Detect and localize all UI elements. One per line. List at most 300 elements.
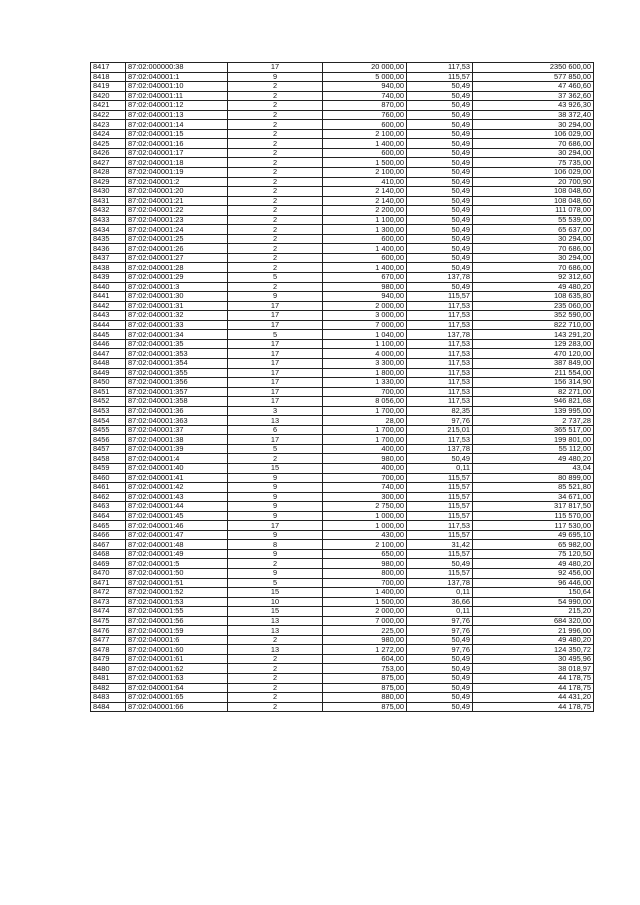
area-cell: 2 100,00 (323, 129, 407, 139)
cadastral-value-cell: 129 283,00 (473, 339, 594, 349)
area-cell: 7 000,00 (323, 320, 407, 330)
area-cell: 604,00 (323, 654, 407, 664)
table-row (91, 683, 594, 693)
row-number-cell: 8453 (91, 406, 126, 416)
group-cell: 2 (228, 101, 323, 111)
group-cell: 17 (228, 320, 323, 330)
row-number-cell: 8451 (91, 387, 126, 397)
area-cell: 2 000,00 (323, 301, 407, 311)
specific-value-cell: 117,53 (407, 358, 473, 368)
specific-value-cell: 0,11 (407, 588, 473, 598)
area-cell: 1 040,00 (323, 330, 407, 340)
cadastral-value-cell: 92 456,00 (473, 568, 594, 578)
area-cell: 1 700,00 (323, 435, 407, 445)
cadastral-value-cell: 684 320,00 (473, 616, 594, 626)
group-cell: 5 (228, 444, 323, 454)
row-number-cell: 8424 (91, 129, 126, 139)
area-cell: 670,00 (323, 273, 407, 283)
table-row (91, 654, 594, 664)
group-cell: 17 (228, 368, 323, 378)
table-row (91, 311, 594, 321)
specific-value-cell: 115,57 (407, 483, 473, 493)
area-cell: 7 000,00 (323, 616, 407, 626)
row-number-cell: 8448 (91, 358, 126, 368)
area-cell: 980,00 (323, 635, 407, 645)
specific-value-cell: 50,49 (407, 654, 473, 664)
specific-value-cell: 115,57 (407, 72, 473, 82)
row-number-cell: 8473 (91, 597, 126, 607)
area-cell: 2 100,00 (323, 540, 407, 550)
row-number-cell: 8427 (91, 158, 126, 168)
cadastral-number-cell: 87:02:040001:29 (126, 273, 228, 283)
table-row (91, 578, 594, 588)
row-number-cell: 8450 (91, 378, 126, 388)
cadastral-value-cell: 108 048,60 (473, 196, 594, 206)
specific-value-cell: 36,66 (407, 597, 473, 607)
cadastral-number-cell: 87:02:040001:10 (126, 82, 228, 92)
area-cell: 1 100,00 (323, 215, 407, 225)
area-cell: 740,00 (323, 483, 407, 493)
row-number-cell: 8435 (91, 234, 126, 244)
cadastral-value-cell: 30 294,00 (473, 234, 594, 244)
cadastral-value-cell: 44 431,20 (473, 693, 594, 703)
row-number-cell: 8475 (91, 616, 126, 626)
cadastral-value-table (90, 62, 594, 712)
group-cell: 9 (228, 292, 323, 302)
table-row (91, 416, 594, 426)
specific-value-cell: 31,42 (407, 540, 473, 550)
specific-value-cell: 215,01 (407, 425, 473, 435)
table-row (91, 492, 594, 502)
table-row (91, 626, 594, 636)
cadastral-value-cell: 352 590,00 (473, 311, 594, 321)
row-number-cell: 8438 (91, 263, 126, 273)
row-number-cell: 8418 (91, 72, 126, 82)
cadastral-value-cell: 75 735,00 (473, 158, 594, 168)
row-number-cell: 8462 (91, 492, 126, 502)
specific-value-cell: 50,49 (407, 158, 473, 168)
group-cell: 2 (228, 263, 323, 273)
row-number-cell: 8422 (91, 110, 126, 120)
table-row (91, 454, 594, 464)
area-cell: 875,00 (323, 702, 407, 712)
specific-value-cell: 50,49 (407, 177, 473, 187)
area-cell: 2 200,00 (323, 206, 407, 216)
table-row (91, 597, 594, 607)
cadastral-value-cell: 80 899,00 (473, 473, 594, 483)
row-number-cell: 8430 (91, 187, 126, 197)
row-number-cell: 8447 (91, 349, 126, 359)
group-cell: 2 (228, 168, 323, 178)
table-row (91, 568, 594, 578)
cadastral-value-cell: 47 460,60 (473, 82, 594, 92)
area-cell: 980,00 (323, 454, 407, 464)
row-number-cell: 8443 (91, 311, 126, 321)
cadastral-value-cell: 70 686,00 (473, 244, 594, 254)
area-cell: 1 700,00 (323, 406, 407, 416)
group-cell: 2 (228, 282, 323, 292)
specific-value-cell: 115,57 (407, 492, 473, 502)
table-row (91, 82, 594, 92)
cadastral-value-cell: 70 686,00 (473, 263, 594, 273)
row-number-cell: 8433 (91, 215, 126, 225)
group-cell: 2 (228, 110, 323, 120)
table-row (91, 444, 594, 454)
cadastral-number-cell: 87:02:040001:12 (126, 101, 228, 111)
cadastral-number-cell: 87:02:040001:63 (126, 674, 228, 684)
area-cell: 8 056,00 (323, 397, 407, 407)
cadastral-value-cell: 38 018,97 (473, 664, 594, 674)
specific-value-cell: 117,53 (407, 320, 473, 330)
specific-value-cell: 50,49 (407, 635, 473, 645)
table-row (91, 120, 594, 130)
cadastral-number-cell: 87:02:040001:38 (126, 435, 228, 445)
cadastral-number-cell: 87:02:040001:30 (126, 292, 228, 302)
row-number-cell: 8426 (91, 148, 126, 158)
area-cell: 600,00 (323, 120, 407, 130)
specific-value-cell: 97,76 (407, 626, 473, 636)
group-cell: 13 (228, 416, 323, 426)
row-number-cell: 8471 (91, 578, 126, 588)
group-cell: 15 (228, 588, 323, 598)
area-cell: 980,00 (323, 559, 407, 569)
table-row (91, 253, 594, 263)
cadastral-value-cell: 43 926,30 (473, 101, 594, 111)
cadastral-number-cell: 87:02:040001:62 (126, 664, 228, 674)
cadastral-number-cell: 87:02:040001:47 (126, 530, 228, 540)
row-number-cell: 8441 (91, 292, 126, 302)
group-cell: 9 (228, 72, 323, 82)
cadastral-number-cell: 87:02:040001:27 (126, 253, 228, 263)
group-cell: 9 (228, 492, 323, 502)
row-number-cell: 8470 (91, 568, 126, 578)
cadastral-number-cell: 87:02:040001:66 (126, 702, 228, 712)
group-cell: 2 (228, 253, 323, 263)
row-number-cell: 8457 (91, 444, 126, 454)
group-cell: 17 (228, 521, 323, 531)
table-row (91, 320, 594, 330)
specific-value-cell: 50,49 (407, 139, 473, 149)
group-cell: 17 (228, 311, 323, 321)
cadastral-value-cell: 34 671,00 (473, 492, 594, 502)
specific-value-cell: 50,49 (407, 110, 473, 120)
table-row (91, 521, 594, 531)
table-row (91, 693, 594, 703)
cadastral-value-cell: 108 048,60 (473, 187, 594, 197)
table-body (91, 63, 594, 712)
area-cell: 225,00 (323, 626, 407, 636)
cadastral-value-cell: 82 271,00 (473, 387, 594, 397)
row-number-cell: 8432 (91, 206, 126, 216)
group-cell: 2 (228, 206, 323, 216)
specific-value-cell: 82,35 (407, 406, 473, 416)
row-number-cell: 8481 (91, 674, 126, 684)
row-number-cell: 8431 (91, 196, 126, 206)
cadastral-number-cell: 87:02:040001:25 (126, 234, 228, 244)
table-row (91, 473, 594, 483)
cadastral-number-cell: 87:02:040001:45 (126, 511, 228, 521)
table-row (91, 540, 594, 550)
cadastral-number-cell: 87:02:040001:14 (126, 120, 228, 130)
cadastral-value-cell: 215,20 (473, 607, 594, 617)
cadastral-number-cell: 87:02:040001:31 (126, 301, 228, 311)
cadastral-value-cell: 49 480,20 (473, 282, 594, 292)
cadastral-number-cell: 87:02:040001:49 (126, 549, 228, 559)
specific-value-cell: 50,49 (407, 187, 473, 197)
cadastral-number-cell: 87:02:040001:43 (126, 492, 228, 502)
row-number-cell: 8464 (91, 511, 126, 521)
cadastral-number-cell: 87:02:040001:48 (126, 540, 228, 550)
area-cell: 753,00 (323, 664, 407, 674)
specific-value-cell: 137,78 (407, 330, 473, 340)
cadastral-value-cell: 43,04 (473, 463, 594, 473)
cadastral-number-cell: 87:02:040001:20 (126, 187, 228, 197)
row-number-cell: 8479 (91, 654, 126, 664)
group-cell: 2 (228, 244, 323, 254)
group-cell: 3 (228, 406, 323, 416)
table-row (91, 406, 594, 416)
specific-value-cell: 50,49 (407, 82, 473, 92)
specific-value-cell: 50,49 (407, 148, 473, 158)
cadastral-value-cell: 317 817,50 (473, 502, 594, 512)
area-cell: 700,00 (323, 578, 407, 588)
row-number-cell: 8434 (91, 225, 126, 235)
row-number-cell: 8465 (91, 521, 126, 531)
group-cell: 9 (228, 530, 323, 540)
table-row (91, 91, 594, 101)
cadastral-number-cell: 87:02:040001:41 (126, 473, 228, 483)
table-row (91, 435, 594, 445)
group-cell: 5 (228, 330, 323, 340)
group-cell: 2 (228, 139, 323, 149)
area-cell: 1 400,00 (323, 263, 407, 273)
table-row (91, 549, 594, 559)
area-cell: 875,00 (323, 674, 407, 684)
area-cell: 800,00 (323, 568, 407, 578)
row-number-cell: 8476 (91, 626, 126, 636)
cadastral-number-cell: 87:02:040001:358 (126, 397, 228, 407)
row-number-cell: 8459 (91, 463, 126, 473)
table-row (91, 635, 594, 645)
specific-value-cell: 50,49 (407, 454, 473, 464)
cadastral-number-cell: 87:02:040001:37 (126, 425, 228, 435)
specific-value-cell: 50,49 (407, 91, 473, 101)
area-cell: 1 500,00 (323, 158, 407, 168)
area-cell: 2 100,00 (323, 168, 407, 178)
cadastral-number-cell: 87:02:040001:61 (126, 654, 228, 664)
area-cell: 300,00 (323, 492, 407, 502)
cadastral-value-cell: 106 029,00 (473, 129, 594, 139)
row-number-cell: 8482 (91, 683, 126, 693)
table-row (91, 139, 594, 149)
group-cell: 17 (228, 301, 323, 311)
row-number-cell: 8455 (91, 425, 126, 435)
table-row (91, 511, 594, 521)
group-cell: 2 (228, 120, 323, 130)
cadastral-value-cell: 49 480,20 (473, 635, 594, 645)
specific-value-cell: 50,49 (407, 129, 473, 139)
area-cell: 880,00 (323, 693, 407, 703)
table-row (91, 129, 594, 139)
row-number-cell: 8477 (91, 635, 126, 645)
area-cell: 1 800,00 (323, 368, 407, 378)
area-cell: 600,00 (323, 253, 407, 263)
group-cell: 5 (228, 273, 323, 283)
table-row (91, 607, 594, 617)
cadastral-value-cell: 111 078,00 (473, 206, 594, 216)
table-row (91, 101, 594, 111)
specific-value-cell: 50,49 (407, 664, 473, 674)
group-cell: 5 (228, 578, 323, 588)
group-cell: 6 (228, 425, 323, 435)
cadastral-number-cell: 87:02:040001:22 (126, 206, 228, 216)
group-cell: 13 (228, 616, 323, 626)
row-number-cell: 8440 (91, 282, 126, 292)
table-row (91, 215, 594, 225)
cadastral-value-cell: 124 350,72 (473, 645, 594, 655)
cadastral-number-cell: 87:02:040001:55 (126, 607, 228, 617)
area-cell: 2 750,00 (323, 502, 407, 512)
table-row (91, 330, 594, 340)
row-number-cell: 8425 (91, 139, 126, 149)
cadastral-number-cell: 87:02:040001:355 (126, 368, 228, 378)
group-cell: 2 (228, 635, 323, 645)
group-cell: 2 (228, 196, 323, 206)
table-row (91, 645, 594, 655)
specific-value-cell: 50,49 (407, 120, 473, 130)
specific-value-cell: 117,53 (407, 521, 473, 531)
cadastral-number-cell: 87:02:040001:59 (126, 626, 228, 636)
cadastral-number-cell: 87:02:040001:60 (126, 645, 228, 655)
group-cell: 17 (228, 349, 323, 359)
cadastral-value-cell: 96 446,00 (473, 578, 594, 588)
group-cell: 13 (228, 645, 323, 655)
cadastral-value-cell: 30 294,00 (473, 253, 594, 263)
specific-value-cell: 115,57 (407, 473, 473, 483)
table-row (91, 234, 594, 244)
specific-value-cell: 115,57 (407, 549, 473, 559)
table-row (91, 273, 594, 283)
group-cell: 9 (228, 568, 323, 578)
row-number-cell: 8445 (91, 330, 126, 340)
specific-value-cell: 117,53 (407, 397, 473, 407)
cadastral-number-cell: 87:02:040001:23 (126, 215, 228, 225)
group-cell: 2 (228, 82, 323, 92)
cadastral-value-cell: 211 554,00 (473, 368, 594, 378)
cadastral-number-cell: 87:02:040001:50 (126, 568, 228, 578)
cadastral-value-cell: 49 480,20 (473, 559, 594, 569)
table-row (91, 368, 594, 378)
specific-value-cell: 50,49 (407, 559, 473, 569)
cadastral-value-cell: 946 821,68 (473, 397, 594, 407)
group-cell: 2 (228, 664, 323, 674)
area-cell: 1 700,00 (323, 425, 407, 435)
row-number-cell: 8480 (91, 664, 126, 674)
table-row (91, 483, 594, 493)
table-row (91, 72, 594, 82)
area-cell: 760,00 (323, 110, 407, 120)
specific-value-cell: 137,78 (407, 273, 473, 283)
cadastral-value-cell: 2350 600,00 (473, 63, 594, 73)
area-cell: 700,00 (323, 473, 407, 483)
cadastral-value-cell: 44 178,75 (473, 674, 594, 684)
table-row (91, 378, 594, 388)
specific-value-cell: 115,57 (407, 530, 473, 540)
cadastral-value-cell: 54 990,00 (473, 597, 594, 607)
table-row (91, 196, 594, 206)
row-number-cell: 8420 (91, 91, 126, 101)
row-number-cell: 8484 (91, 702, 126, 712)
cadastral-value-cell: 37 362,60 (473, 91, 594, 101)
group-cell: 2 (228, 454, 323, 464)
group-cell: 9 (228, 511, 323, 521)
row-number-cell: 8458 (91, 454, 126, 464)
cadastral-number-cell: 87:02:040001:2 (126, 177, 228, 187)
table-row (91, 225, 594, 235)
specific-value-cell: 50,49 (407, 234, 473, 244)
table-row (91, 301, 594, 311)
specific-value-cell: 117,53 (407, 368, 473, 378)
cadastral-number-cell: 87:02:040001:356 (126, 378, 228, 388)
area-cell: 1 400,00 (323, 588, 407, 598)
area-cell: 1 000,00 (323, 511, 407, 521)
cadastral-value-cell: 199 801,00 (473, 435, 594, 445)
area-cell: 1 400,00 (323, 139, 407, 149)
area-cell: 875,00 (323, 683, 407, 693)
cadastral-number-cell: 87:02:040001:3 (126, 282, 228, 292)
specific-value-cell: 97,76 (407, 416, 473, 426)
cadastral-number-cell: 87:02:040001:21 (126, 196, 228, 206)
cadastral-value-cell: 115 570,00 (473, 511, 594, 521)
group-cell: 15 (228, 607, 323, 617)
table-row (91, 559, 594, 569)
group-cell: 2 (228, 234, 323, 244)
specific-value-cell: 50,49 (407, 674, 473, 684)
specific-value-cell: 117,53 (407, 435, 473, 445)
table-row (91, 339, 594, 349)
cadastral-value-cell: 822 710,00 (473, 320, 594, 330)
cadastral-value-cell: 577 850,00 (473, 72, 594, 82)
row-number-cell: 8461 (91, 483, 126, 493)
cadastral-number-cell: 87:02:040001:33 (126, 320, 228, 330)
cadastral-value-cell: 108 635,80 (473, 292, 594, 302)
group-cell: 9 (228, 549, 323, 559)
cadastral-value-cell: 85 521,80 (473, 483, 594, 493)
cadastral-number-cell: 87:02:040001:6 (126, 635, 228, 645)
area-cell: 410,00 (323, 177, 407, 187)
row-number-cell: 8463 (91, 502, 126, 512)
table-row (91, 63, 594, 73)
cadastral-number-cell: 87:02:040001:56 (126, 616, 228, 626)
row-number-cell: 8442 (91, 301, 126, 311)
row-number-cell: 8444 (91, 320, 126, 330)
row-number-cell: 8474 (91, 607, 126, 617)
area-cell: 1 330,00 (323, 378, 407, 388)
group-cell: 2 (228, 215, 323, 225)
row-number-cell: 8460 (91, 473, 126, 483)
specific-value-cell: 115,57 (407, 292, 473, 302)
cadastral-number-cell: 87:02:040001:26 (126, 244, 228, 254)
group-cell: 2 (228, 91, 323, 101)
specific-value-cell: 137,78 (407, 444, 473, 454)
specific-value-cell: 117,53 (407, 311, 473, 321)
cadastral-value-cell: 150,64 (473, 588, 594, 598)
cadastral-number-cell: 87:02:040001:363 (126, 416, 228, 426)
cadastral-number-cell: 87:02:040001:13 (126, 110, 228, 120)
group-cell: 2 (228, 559, 323, 569)
table-row (91, 463, 594, 473)
table-row (91, 158, 594, 168)
